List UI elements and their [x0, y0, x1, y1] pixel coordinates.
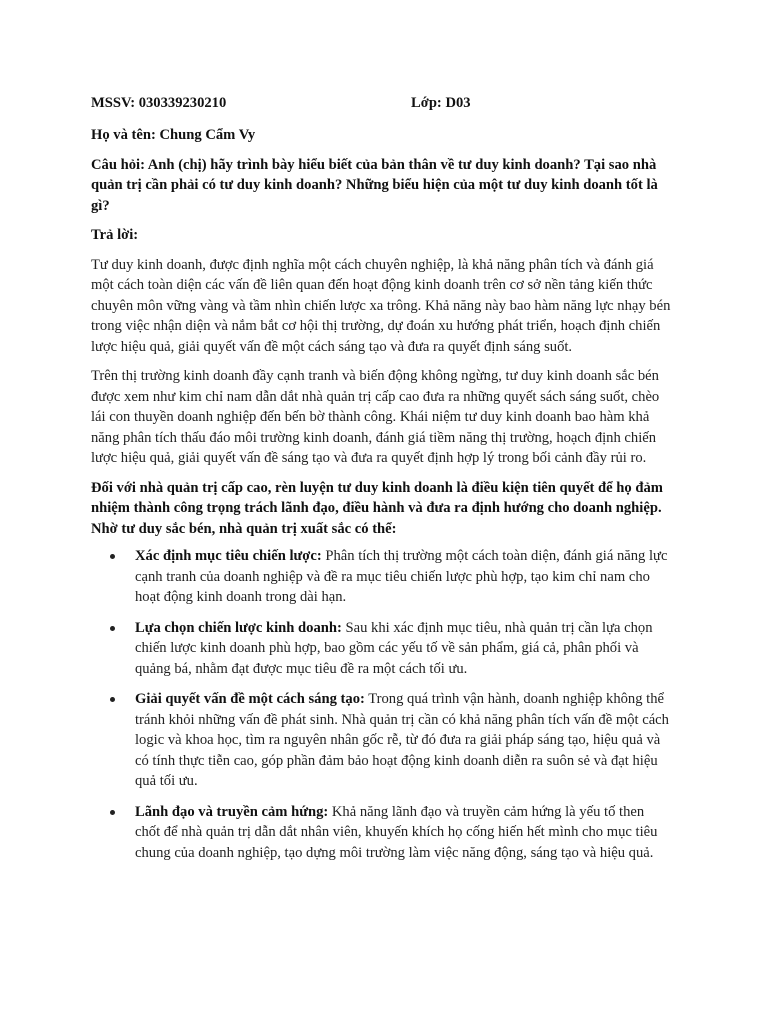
list-item: [135, 802, 672, 864]
question-text: Câu hỏi: Anh (chị) hãy trình bày hiểu biết của bản thân về tư duy kinh doanh? Tại sao nhà quản trị cần phải có tư duy kinh doanh? Những biểu hiện của một tư duy kinh doanh tốt là gì?: [91, 156, 658, 214]
list-item-text: Khả năng lãnh đạo và truyền cảm hứng là yếu tố then chốt để nhà quản trị dẫn dắt nhân viên, khuyến khích họ cống hiến hết mình cho mục tiêu chung của doanh nghiệp, tạo dựng môi trường làm việc năng động, sáng tạo và hiệu quả.: [135, 803, 658, 861]
list-item-text: Phân tích thị trường một cách toàn diện, đánh giá năng lực cạnh tranh của doanh nghiệp và đề ra mục tiêu chiến lược phù hợp, tạo kim chỉ nam cho hoạt động kinh doanh trong dài hạn.: [135, 548, 668, 605]
class-code: Lớp: D03: [411, 95, 471, 111]
paragraph-definition: Tư duy kinh doanh, được định nghĩa một cách chuyên nghiệp, là khả năng phân tích và đánh giá một cách toàn diện các vấn đề liên quan đến hoạt động kinh doanh trên cơ sở nền tảng kiến thức chuyên môn vững vàng và tầm nhìn chiến lược xa trông. Khả năng này bao hàm năng lực nhạy bén trong việc nhận diện và nắm bắt cơ hội thị trường, dự đoán xu hướng phát triển, hoạch định chiến lược hiệu quả, giải quyết vấn đề một cách sáng tạo và đưa ra quyết định sáng suốt.: [91, 256, 671, 355]
list-item-text: Sau khi xác định mục tiêu, nhà quản trị cần lựa chọn chiến lược kinh doanh phù hợp, bao gồm các yếu tố về sản phẩm, giá cả, phân phối và quảng bá, nhằm đạt được mục tiêu đề ra một cách tối ưu.: [135, 619, 653, 677]
list-item-term: Giải quyết vấn đề một cách sáng tạo:: [135, 691, 365, 707]
bullet-icon: [110, 697, 115, 702]
list-item-term: Xác định mục tiêu chiến lược:: [135, 548, 322, 564]
paragraph-market-context: Trên thị trường kinh doanh đầy cạnh tranh và biến động không ngừng, tư duy kinh doanh sắc bén được xem như kim chỉ nam dẫn dắt nhà quản trị cấp cao đưa ra những quyết sách sáng suốt, chèo lái con thuyền doanh nghiệp đến bến bờ thành công. Khái niệm tư duy kinh doanh bao hàm khả năng phân tích thấu đáo môi trường kinh doanh, đánh giá tiềm năng thị trường, hoạch định chiến lược hiệu quả, giải quyết vấn đề sáng tạo và đưa ra quyết định hợp lý trong bối cảnh đầy rủi ro.: [91, 368, 660, 466]
student-id: MSSV: 030339230210: [91, 95, 227, 111]
list-item: [135, 689, 672, 792]
abilities-list: [91, 546, 672, 863]
answer-label: Trả lời:: [91, 227, 139, 243]
list-item: [135, 618, 672, 680]
document-header: [91, 93, 672, 113]
bullet-icon: [110, 810, 115, 815]
list-item-text: Trong quá trình vận hành, doanh nghiệp không thể tránh khỏi những vấn đề phát sinh. Nhà quản trị cần có khả năng phân tích vấn đề một cách logic và khoa học, tìm ra nguyên nhân gốc rễ, từ đó đưa ra giải pháp sáng tạo, hiệu quả và có tính thực tiễn cao, góp phần đảm bảo hoạt động kinh doanh diễn ra suôn sẻ và đạt hiệu quả tối ưu.: [135, 691, 669, 789]
list-item-term: Lựa chọn chiến lược kinh doanh:: [135, 619, 342, 636]
student-name: Họ và tên: Chung Cẩm Vy: [91, 127, 256, 143]
list-item-term: Lãnh đạo và truyền cảm hứng:: [135, 803, 329, 820]
bullet-icon: [110, 554, 115, 559]
paragraph-intro-bold: Đối với nhà quản trị cấp cao, rèn luyện tư duy kinh doanh là điều kiện tiên quyết để họ đảm nhiệm thành công trọng trách lãnh đạo, điều hành và đưa ra định hướng cho doanh nghiệp. Nhờ tư duy sắc bén, nhà quản trị xuất sắc có thể:: [91, 479, 663, 537]
bullet-icon: [110, 626, 115, 631]
list-item: [135, 546, 672, 608]
